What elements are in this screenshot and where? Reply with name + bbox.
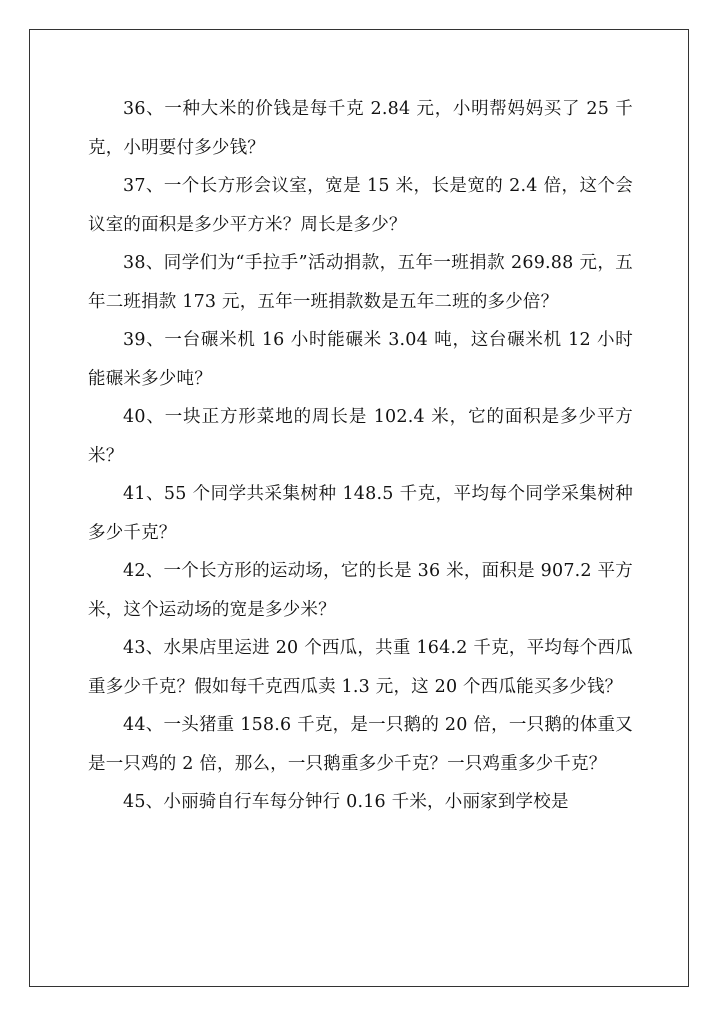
problem-42: 42、一个长方形的运动场，它的长是 36 米，面积是 907.2 平方米，这个运动场的宽是多少米？ [88,561,633,620]
problem-41: 41、55 个同学共采集树种 148.5 千克，平均每个同学采集树种多少千克？ [88,484,633,543]
problem-43: 43、水果店里运进 20 个西瓜，共重 164.2 千克，平均每个西瓜重多少千克？假如每千克西瓜卖 1.3 元，这 20 个西瓜能买多少钱？ [88,638,633,697]
document-body [88,90,633,822]
problem-44: 44、一头猪重 158.6 千克，是一只鹅的 20 倍，一只鹅的体重又是一只鸡的 2 倍，那么，一只鹅重多少千克？一只鸡重多少千克？ [88,715,633,774]
problem-39: 39、一台碾米机 16 小时能碾米 3.04 吨，这台碾米机 12 小时能碾米多少吨？ [88,330,633,389]
problem-45: 45、小丽骑自行车每分钟行 0.16 千米，小丽家到学校是 [123,792,569,812]
problem-38: 38、同学们为“手拉手”活动捐款，五年一班捐款 269.88 元，五年二班捐款 173 元，五年一班捐款数是五年二班的多少倍？ [88,253,633,312]
problem-36: 36、一种大米的价钱是每千克 2.84 元，小明帮妈妈买了 25 千克，小明要付多少钱？ [88,99,633,158]
problem-37: 37、一个长方形会议室，宽是 15 米，长是宽的 2.4 倍，这个会议室的面积是多少平方米？周长是多少？ [88,176,633,235]
problem-40: 40、一块正方形菜地的周长是 102.4 米，它的面积是多少平方米？ [88,407,633,466]
